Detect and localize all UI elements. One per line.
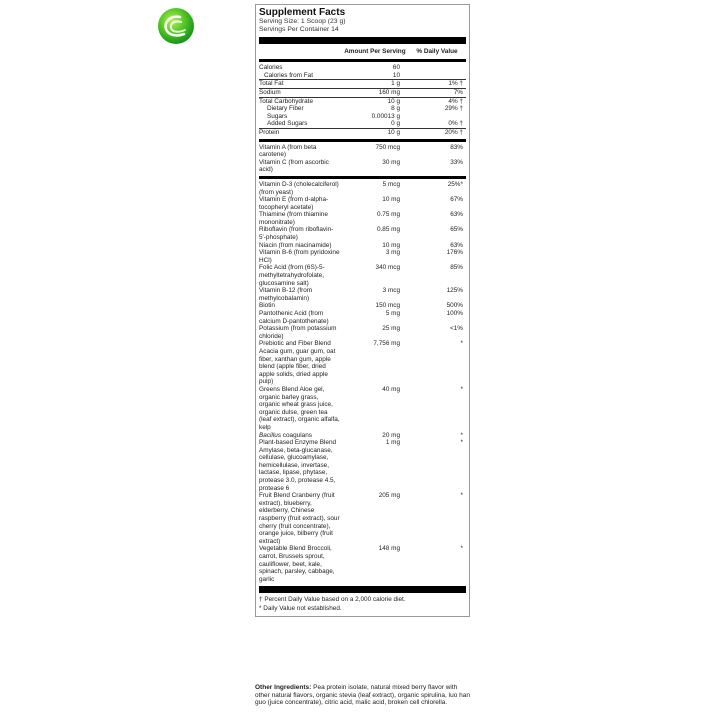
nutrient-dv: 83% — [450, 143, 463, 151]
nutrient-amount: 20 mg — [382, 431, 401, 439]
nutrient-dv: 67% — [450, 196, 463, 204]
nutrient-amount: 25 mg — [382, 325, 401, 333]
nutrient-row — [259, 211, 466, 226]
nutrient-dv: 500% — [446, 302, 463, 310]
column-header — [259, 46, 466, 58]
macro-nutrients — [259, 64, 466, 136]
other-ingredients-label: Other Ingredients: — [255, 684, 312, 691]
nutrient-dv: 0% † — [448, 120, 463, 128]
nutrient-dv: * — [460, 385, 463, 393]
serving-size: Serving Size: 1 Scoop (23 g) — [259, 18, 346, 25]
nutrient-amount: 30 mg — [382, 158, 401, 166]
nutrient-amount: 160 mg — [378, 88, 401, 96]
nutrient-name: Thiamine (from thiamine mononitrate) — [259, 211, 328, 226]
nutrient-amount: 0.85 mg — [376, 226, 401, 234]
nutrient-dv: 85% — [450, 264, 463, 272]
green-sphere-logo-icon — [158, 8, 194, 44]
nutrient-row — [259, 226, 466, 241]
nutrient-amount: 1 mg — [385, 439, 401, 447]
nutrient-dv: 125% — [446, 287, 463, 295]
nutrient-name: Total Carbohydrate — [259, 97, 313, 105]
nutrient-amount: 7,756 mg — [373, 340, 401, 348]
nutrient-row — [259, 325, 466, 340]
nutrient-dv: * — [460, 492, 463, 500]
nutrient-amount: 10 g — [387, 128, 401, 136]
nutrient-row — [259, 439, 466, 492]
nutrient-dv: 7% — [453, 88, 463, 96]
nutrient-name: Niacin (from niacinamide) — [259, 241, 332, 249]
nutrient-name: Dietary Fiber — [267, 105, 304, 113]
footnote: * Daily Value not established. — [259, 604, 342, 612]
nutrient-name: Protein — [259, 128, 280, 136]
nutrient-dv: 4% † — [448, 97, 463, 105]
dv-header: % Daily Value — [416, 47, 458, 55]
nutrient-name: Vitamin E (from d-alpha-tocopheryl acetate) — [259, 196, 329, 211]
nutrient-amount: 0.75 mg — [376, 211, 401, 219]
nutrient-name: Calories — [259, 64, 283, 72]
nutrient-row — [259, 249, 466, 264]
servings-per-container: Servings Per Container 14 — [259, 25, 339, 33]
nutrient-amount: 5 mcg — [382, 180, 401, 188]
nutrient-amount: 205 mg — [378, 492, 401, 500]
nutrient-name: Greens Blend Aloe gel, organic barley grass, organic wheat grass juice, organic dulse, green tea (leaf extract), organic alfalfa, kelp — [259, 385, 340, 431]
nutrient-dv: 25%* — [447, 180, 463, 188]
nutrient-row — [259, 302, 466, 310]
nutrient-name: Vitamin D-3 (cholecalciferol) (from yeast) — [259, 180, 339, 196]
nutrient-dv: 20% † — [444, 128, 463, 136]
divider-bar — [259, 586, 466, 593]
nutrient-name: Calories from Fat — [264, 71, 314, 79]
nutrient-name: Sodium — [259, 88, 281, 96]
footnote: † Percent Daily Value based on a 2,000 calorie diet. — [259, 596, 406, 604]
nutrient-row — [259, 97, 466, 106]
nutrient-name: Riboflavin (from riboflavin-5'-phosphate) — [259, 226, 334, 242]
nutrient-amount: 5 mg — [385, 310, 401, 317]
nutrient-amount: 10 mg — [382, 241, 401, 249]
nutrient-amount: 340 mcg — [375, 264, 401, 272]
nutrient-row — [259, 432, 466, 440]
nutrient-row — [259, 88, 466, 97]
nutrient-row — [259, 144, 466, 159]
nutrient-row — [259, 113, 466, 121]
italic-genus: Bacillus — [259, 431, 282, 439]
nutrient-dv: * — [460, 431, 463, 439]
nutrient-dv: <1% — [450, 325, 463, 333]
nutrient-dv: 1% † — [448, 80, 463, 88]
nutrient-amount: 1 g — [391, 80, 401, 88]
nutrient-list — [259, 181, 466, 583]
nutrient-name: Fruit Blend Cranberry (fruit extract), blueberry, elderberry, Chinese raspberry (fruit extract), sour cherry (fruit concentrate), orange juice, bilberry (fruit extract) — [259, 492, 340, 545]
nutrient-row — [259, 72, 466, 80]
vitamins-a-c — [259, 144, 466, 174]
amount-header: Amount Per Serving — [344, 47, 406, 55]
nutrient-amount: 148 mg — [378, 545, 401, 553]
nutrient-row — [259, 264, 466, 287]
nutrient-name: Biotin — [259, 302, 275, 310]
nutrient-amount: 10 — [392, 71, 401, 79]
nutrient-name: Vegetable Blend Broccoli, carrot, Brussels sprout, cauliflower, beet, kale, spinach, parsley, cabbage, garlic — [259, 545, 335, 583]
nutrient-name: Plant-based Enzyme Blend Amylase, beta-glucanase, cellulase, glucoamylase, hemicellulase, invertase, lactase, lipase, phytase, protease 3.0, protease 4.5, protease 6 — [259, 439, 337, 492]
nutrient-row — [259, 64, 466, 72]
nutrient-row — [259, 242, 466, 250]
nutrient-row — [259, 492, 466, 545]
nutrient-row — [259, 128, 466, 137]
nutrient-name: Added Sugars — [267, 120, 308, 128]
nutrient-dv: * — [460, 340, 463, 348]
nutrient-amount: 750 mcg — [375, 143, 401, 151]
nutrient-amount: 3 mcg — [382, 287, 401, 295]
panel-title: Supplement Facts — [259, 7, 346, 18]
divider-bar — [259, 176, 466, 179]
nutrient-row — [259, 105, 466, 113]
nutrient-dv: * — [460, 545, 463, 553]
nutrient-name: Bacillus coagulans — [259, 431, 312, 439]
nutrient-row — [259, 181, 466, 196]
nutrient-amount: 0.00013 g — [371, 112, 401, 120]
nutrient-row — [259, 386, 466, 432]
nutrient-amount: 3 mg — [385, 249, 401, 257]
nutrient-dv: 100% — [446, 310, 463, 317]
nutrient-dv: 65% — [450, 226, 463, 234]
nutrient-row — [259, 159, 466, 174]
nutrient-name: Folic Acid (from (6S)-5-methyltetrahydrofolate, glucosamine salt) — [259, 264, 325, 287]
nutrient-name: Vitamin A (from beta carotene) — [259, 143, 317, 159]
nutrient-name: Sugars — [267, 112, 288, 120]
nutrient-dv: 176% — [446, 249, 463, 257]
divider-bar — [259, 59, 466, 62]
nutrient-row — [259, 120, 466, 128]
nutrient-dv: 33% — [450, 158, 463, 166]
nutrient-name: Prebiotic and Fiber Blend Acacia gum, guar gum, oat fiber, xanthan gum, apple blend (apple fiber, dried apple solids, dried apple pulp) — [259, 340, 336, 386]
nutrient-amount: 150 mcg — [375, 302, 401, 310]
nutrient-dv: 63% — [450, 241, 463, 249]
nutrient-row — [259, 310, 466, 325]
nutrient-row — [259, 79, 466, 88]
nutrient-amount: 10 g — [387, 97, 401, 105]
nutrient-name: Vitamin B-12 (from methylcobalamin) — [259, 287, 313, 302]
nutrient-name: Total Fat — [259, 80, 284, 88]
nutrient-name: Vitamin B-6 (from pyridoxine HCl) — [259, 249, 340, 264]
nutrient-amount: 8 g — [391, 105, 401, 113]
other-ingredients — [255, 684, 470, 707]
nutrient-row — [259, 340, 466, 386]
nutrient-amount: 60 — [392, 64, 401, 72]
nutrient-amount: 0 g — [391, 120, 401, 128]
other-ingredients-text: Pea protein isolate, natural mixed berry flavor with other natural flavors, organic stevia (leaf extract), organic spirulina, luo han guo (juice concentrate), citric acid, malic acid, broken cell chlorella. — [255, 684, 470, 707]
divider-bar — [259, 139, 466, 142]
nutrient-row — [259, 545, 466, 583]
nutrient-name: Pantothenic Acid (from calcium D-pantothenate) — [259, 310, 329, 325]
divider-bar — [259, 37, 466, 44]
nutrient-dv: 29% † — [444, 105, 463, 113]
nutrient-name: Vitamin C (from ascorbic acid) — [259, 158, 329, 174]
nutrient-row — [259, 287, 466, 302]
nutrient-row — [259, 196, 466, 211]
nutrient-name: Potassium (from potassium chloride) — [259, 325, 337, 340]
nutrient-amount: 40 mg — [382, 385, 401, 393]
supplement-facts-panel — [255, 4, 470, 617]
nutrient-dv: * — [460, 439, 463, 447]
nutrient-amount: 10 mg — [382, 196, 401, 204]
nutrient-dv: 63% — [450, 211, 463, 219]
